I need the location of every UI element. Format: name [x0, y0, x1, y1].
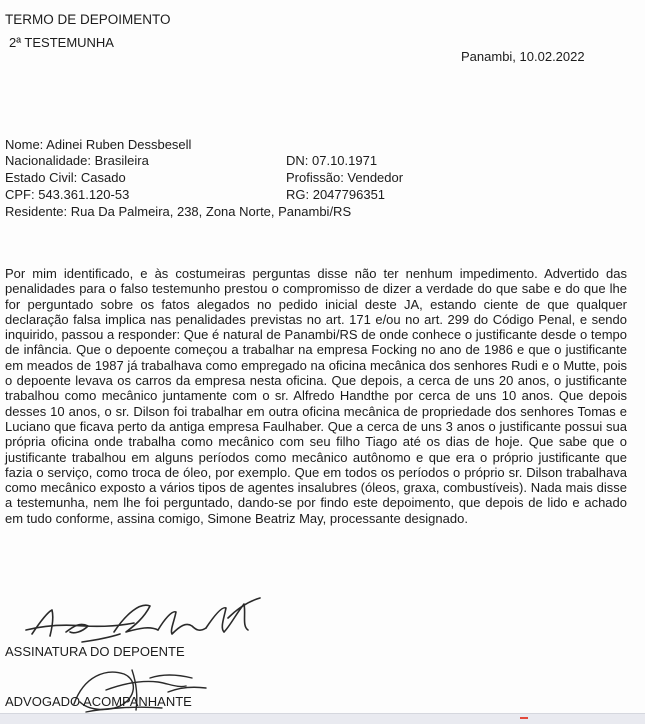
witness-name: Nome: Adinei Ruben Dessbesell: [5, 137, 192, 152]
document-title: TERMO DE DEPOIMENTO: [5, 12, 171, 27]
witness-nationality: Nacionalidade: Brasileira: [5, 153, 149, 168]
witness-signature-label: ASSINATURA DO DEPOENTE: [5, 644, 185, 659]
witness-profession: Profissão: Vendedor: [286, 170, 404, 185]
witness-rg: RG: 2047796351: [286, 187, 386, 202]
lawyer-signature-label: ADVOGADO ACOMPANHANTE: [5, 694, 192, 709]
statement-paragraph: Por mim identificado, e às costumeiras perguntas disse não ter nenhum impedimento. Advertido das penalidades para o falso testemunho prestou o compromisso de dizer a verdade do que sabe e do que lhe for perguntado sobre os fatos alegados no pedido inicial deste JA, estando ciente de que qualquer declaração falsa implica nas penalidades previstas no art. 171 e/ou no art. 299 do Código Penal, e sendo inquirido, passou a responder: Que é natural de Panambi/RS de onde conhece o justificante desde o tempo de infância. Que o depoente começou a trabalhar na empresa Focking no ano de 1986 e que o justificante em meados de 1987 já trabalhava como empregado na oficina mecânica dos senhores Rudi e o Mutte, pois o depoente levava os carros da empresa nesta oficina. Que depois, a cerca de uns 20 anos, o justificante trabalhou como mecânico juntamente com o sr. Alfredo Handthe por cerca de uns 10 anos. Que depois desses 10 anos, o sr. Dilson foi trabalhar em outra oficina mecânica de propriedade dos senhores Tomas e Luciano que ficava perto da antiga empresa Faulhaber. Que a cerca de uns 3 anos o justificante possui sua própria oficina onde trabalha como mecânico com seu filho Tiago até os dias de hoje. Que sabe que o justificante trabalhou em alguns períodos como mecânico autônomo e que era o próprio justificante que fazia o serviço, como troca de óleo, por exemplo. Que em todos os períodos o próprio sr. Dilson trabalhava como mecânico exposto a vários tipos de agentes insalubres (óleos, graxa, combustíveis). Nada mais disse a testemunha, nem lhe foi perguntado, dando-se por findo este depoimento, que depois de lido e achado em tudo conforme, assina comigo, Simone Beatriz May, processante designado.: [5, 266, 627, 526]
document-subtitle: 2ª TESTEMUNHA: [9, 35, 114, 50]
witness-civil-status: Estado Civil: Casado: [5, 170, 126, 185]
witness-cpf: CPF: 543.361.120-53: [5, 187, 130, 202]
witness-birth-date: DN: 07.10.1971: [286, 153, 378, 168]
witness-residence: Residente: Rua Da Palmeira, 238, Zona Norte, Panambi/RS: [5, 204, 352, 219]
scan-bottom-edge: [0, 713, 645, 724]
witness-signature: [22, 596, 272, 648]
red-ink-mark: [520, 717, 528, 719]
place-date: Panambi, 10.02.2022: [461, 49, 585, 64]
